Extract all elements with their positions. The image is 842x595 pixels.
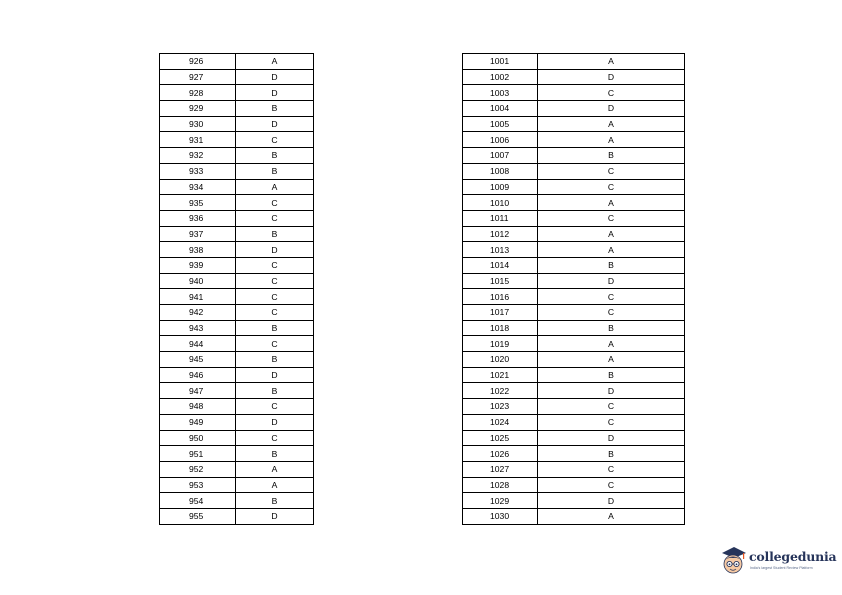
table-row bbox=[463, 85, 685, 101]
question-number-cell: 955 bbox=[160, 508, 236, 524]
table-row bbox=[463, 132, 685, 148]
question-number-cell: 1002 bbox=[463, 69, 538, 85]
question-number-cell: 1018 bbox=[463, 320, 538, 336]
question-number-cell: 951 bbox=[160, 446, 236, 462]
table-row bbox=[160, 352, 314, 368]
table-row bbox=[463, 430, 685, 446]
question-number-cell: 928 bbox=[160, 85, 236, 101]
question-number-cell: 937 bbox=[160, 226, 236, 242]
answer-cell: C bbox=[538, 399, 685, 415]
table-row bbox=[463, 367, 685, 383]
answer-cell: A bbox=[538, 508, 685, 524]
table-row bbox=[160, 195, 314, 211]
question-number-cell: 952 bbox=[160, 461, 236, 477]
collegedunia-logo[interactable] bbox=[719, 544, 837, 578]
table-row bbox=[463, 195, 685, 211]
question-number-cell: 935 bbox=[160, 195, 236, 211]
answer-cell: A bbox=[538, 132, 685, 148]
table-row bbox=[463, 148, 685, 164]
table-row bbox=[160, 320, 314, 336]
answer-cell: D bbox=[538, 383, 685, 399]
table-row bbox=[160, 336, 314, 352]
question-number-cell: 942 bbox=[160, 305, 236, 321]
answer-cell: C bbox=[236, 132, 314, 148]
question-number-cell: 1012 bbox=[463, 226, 538, 242]
question-number-cell: 1013 bbox=[463, 242, 538, 258]
question-number-cell: 1007 bbox=[463, 148, 538, 164]
table-row bbox=[463, 508, 685, 524]
question-number-cell: 941 bbox=[160, 289, 236, 305]
answer-cell: A bbox=[236, 461, 314, 477]
answer-cell: A bbox=[236, 477, 314, 493]
answer-cell: B bbox=[236, 101, 314, 117]
question-number-cell: 1019 bbox=[463, 336, 538, 352]
answer-cell: C bbox=[538, 85, 685, 101]
question-number-cell: 1016 bbox=[463, 289, 538, 305]
question-number-cell: 1021 bbox=[463, 367, 538, 383]
table-row bbox=[463, 320, 685, 336]
question-number-cell: 1027 bbox=[463, 461, 538, 477]
question-number-cell: 940 bbox=[160, 273, 236, 289]
answer-cell: B bbox=[538, 148, 685, 164]
table-row bbox=[463, 101, 685, 117]
question-number-cell: 936 bbox=[160, 210, 236, 226]
table-row bbox=[160, 289, 314, 305]
question-number-cell: 1008 bbox=[463, 163, 538, 179]
answer-cell: D bbox=[236, 85, 314, 101]
answer-cell: D bbox=[538, 430, 685, 446]
answer-cell: C bbox=[538, 461, 685, 477]
question-number-cell: 1025 bbox=[463, 430, 538, 446]
answer-cell: B bbox=[236, 320, 314, 336]
table-row bbox=[463, 69, 685, 85]
table-row bbox=[160, 69, 314, 85]
table-row bbox=[160, 399, 314, 415]
table-row bbox=[463, 54, 685, 70]
question-number-cell: 939 bbox=[160, 257, 236, 273]
answer-cell: A bbox=[236, 54, 314, 70]
answer-cell: D bbox=[236, 69, 314, 85]
answer-cell: B bbox=[538, 367, 685, 383]
question-number-cell: 948 bbox=[160, 399, 236, 415]
table-row bbox=[160, 132, 314, 148]
question-number-cell: 953 bbox=[160, 477, 236, 493]
table-row bbox=[160, 163, 314, 179]
answer-cell: A bbox=[538, 116, 685, 132]
table-row bbox=[463, 289, 685, 305]
question-number-cell: 930 bbox=[160, 116, 236, 132]
table-row bbox=[160, 148, 314, 164]
question-number-cell: 944 bbox=[160, 336, 236, 352]
question-number-cell: 1011 bbox=[463, 210, 538, 226]
table-row bbox=[463, 446, 685, 462]
answer-cell: D bbox=[538, 493, 685, 509]
table-row bbox=[160, 101, 314, 117]
table-row bbox=[463, 477, 685, 493]
answer-cell: B bbox=[236, 226, 314, 242]
answer-cell: C bbox=[236, 399, 314, 415]
answer-cell: C bbox=[236, 289, 314, 305]
answer-cell: D bbox=[236, 367, 314, 383]
answer-cell: C bbox=[236, 273, 314, 289]
table-row bbox=[160, 477, 314, 493]
answer-cell: A bbox=[538, 242, 685, 258]
question-number-cell: 931 bbox=[160, 132, 236, 148]
question-number-cell: 1024 bbox=[463, 414, 538, 430]
table-row bbox=[160, 493, 314, 509]
question-number-cell: 1004 bbox=[463, 101, 538, 117]
table-row bbox=[160, 273, 314, 289]
question-number-cell: 1026 bbox=[463, 446, 538, 462]
table-row bbox=[160, 446, 314, 462]
answer-cell: C bbox=[236, 305, 314, 321]
table-row bbox=[463, 414, 685, 430]
logo-wordmark: collegedunia bbox=[749, 549, 837, 564]
table-row bbox=[463, 493, 685, 509]
answer-cell: A bbox=[236, 179, 314, 195]
table-row bbox=[463, 336, 685, 352]
question-number-cell: 1023 bbox=[463, 399, 538, 415]
question-number-cell: 1009 bbox=[463, 179, 538, 195]
question-number-cell: 929 bbox=[160, 101, 236, 117]
answer-cell: B bbox=[236, 446, 314, 462]
question-number-cell: 947 bbox=[160, 383, 236, 399]
answer-cell: C bbox=[236, 195, 314, 211]
table-row bbox=[463, 242, 685, 258]
answer-cell: B bbox=[236, 163, 314, 179]
logo-tagline: India's largest Student Review Platform bbox=[750, 566, 813, 570]
question-number-cell: 1022 bbox=[463, 383, 538, 399]
question-number-cell: 1005 bbox=[463, 116, 538, 132]
question-number-cell: 1003 bbox=[463, 85, 538, 101]
table-row bbox=[160, 179, 314, 195]
table-row bbox=[463, 305, 685, 321]
table-row bbox=[160, 85, 314, 101]
table-row bbox=[160, 508, 314, 524]
answer-cell: C bbox=[538, 179, 685, 195]
answer-cell: C bbox=[236, 430, 314, 446]
answer-cell: B bbox=[236, 352, 314, 368]
question-number-cell: 945 bbox=[160, 352, 236, 368]
answer-cell: A bbox=[538, 336, 685, 352]
question-number-cell: 1030 bbox=[463, 508, 538, 524]
answer-cell: D bbox=[538, 273, 685, 289]
table-row bbox=[463, 399, 685, 415]
question-number-cell: 927 bbox=[160, 69, 236, 85]
answer-cell: C bbox=[236, 336, 314, 352]
answer-cell: A bbox=[538, 352, 685, 368]
table-row bbox=[160, 210, 314, 226]
question-number-cell: 934 bbox=[160, 179, 236, 195]
question-number-cell: 1001 bbox=[463, 54, 538, 70]
table-row bbox=[463, 383, 685, 399]
answer-cell: C bbox=[236, 257, 314, 273]
answer-cell: D bbox=[236, 116, 314, 132]
answer-cell: B bbox=[236, 148, 314, 164]
answer-cell: D bbox=[236, 508, 314, 524]
question-number-cell: 1029 bbox=[463, 493, 538, 509]
table-row bbox=[463, 210, 685, 226]
answer-cell: C bbox=[538, 477, 685, 493]
question-number-cell: 926 bbox=[160, 54, 236, 70]
answer-cell: A bbox=[538, 226, 685, 242]
table-row bbox=[160, 116, 314, 132]
question-number-cell: 933 bbox=[160, 163, 236, 179]
question-number-cell: 954 bbox=[160, 493, 236, 509]
answer-cell: C bbox=[538, 305, 685, 321]
table-row bbox=[463, 257, 685, 273]
answer-key-table-right bbox=[462, 53, 685, 525]
table-row bbox=[463, 179, 685, 195]
answer-cell: D bbox=[236, 414, 314, 430]
answer-cell: C bbox=[236, 210, 314, 226]
answer-cell: C bbox=[538, 414, 685, 430]
table-row bbox=[463, 273, 685, 289]
question-number-cell: 932 bbox=[160, 148, 236, 164]
answer-cell: C bbox=[538, 289, 685, 305]
answer-cell: D bbox=[538, 101, 685, 117]
table-row bbox=[160, 226, 314, 242]
question-number-cell: 1020 bbox=[463, 352, 538, 368]
question-number-cell: 938 bbox=[160, 242, 236, 258]
answer-cell: B bbox=[236, 493, 314, 509]
question-number-cell: 950 bbox=[160, 430, 236, 446]
table-row bbox=[463, 116, 685, 132]
answer-cell: D bbox=[538, 69, 685, 85]
question-number-cell: 1006 bbox=[463, 132, 538, 148]
answer-cell: B bbox=[538, 446, 685, 462]
answer-cell: C bbox=[538, 163, 685, 179]
answer-cell: C bbox=[538, 210, 685, 226]
table-row bbox=[160, 242, 314, 258]
table-row bbox=[160, 54, 314, 70]
collegedunia-mascot-icon bbox=[719, 544, 747, 578]
answer-cell: A bbox=[538, 54, 685, 70]
question-number-cell: 1014 bbox=[463, 257, 538, 273]
table-row bbox=[160, 305, 314, 321]
table-row bbox=[160, 430, 314, 446]
answer-cell: A bbox=[538, 195, 685, 211]
answer-cell: B bbox=[538, 257, 685, 273]
table-row bbox=[463, 352, 685, 368]
table-row bbox=[160, 461, 314, 477]
question-number-cell: 949 bbox=[160, 414, 236, 430]
table-row bbox=[160, 257, 314, 273]
table-row bbox=[160, 383, 314, 399]
table-row bbox=[463, 461, 685, 477]
answer-cell: B bbox=[236, 383, 314, 399]
table-row bbox=[463, 163, 685, 179]
answer-cell: D bbox=[236, 242, 314, 258]
question-number-cell: 1010 bbox=[463, 195, 538, 211]
answer-cell: B bbox=[538, 320, 685, 336]
answer-key-table-left bbox=[159, 53, 314, 525]
question-number-cell: 946 bbox=[160, 367, 236, 383]
question-number-cell: 1015 bbox=[463, 273, 538, 289]
table-row bbox=[463, 226, 685, 242]
question-number-cell: 1017 bbox=[463, 305, 538, 321]
table-row bbox=[160, 414, 314, 430]
table-row bbox=[160, 367, 314, 383]
question-number-cell: 943 bbox=[160, 320, 236, 336]
question-number-cell: 1028 bbox=[463, 477, 538, 493]
